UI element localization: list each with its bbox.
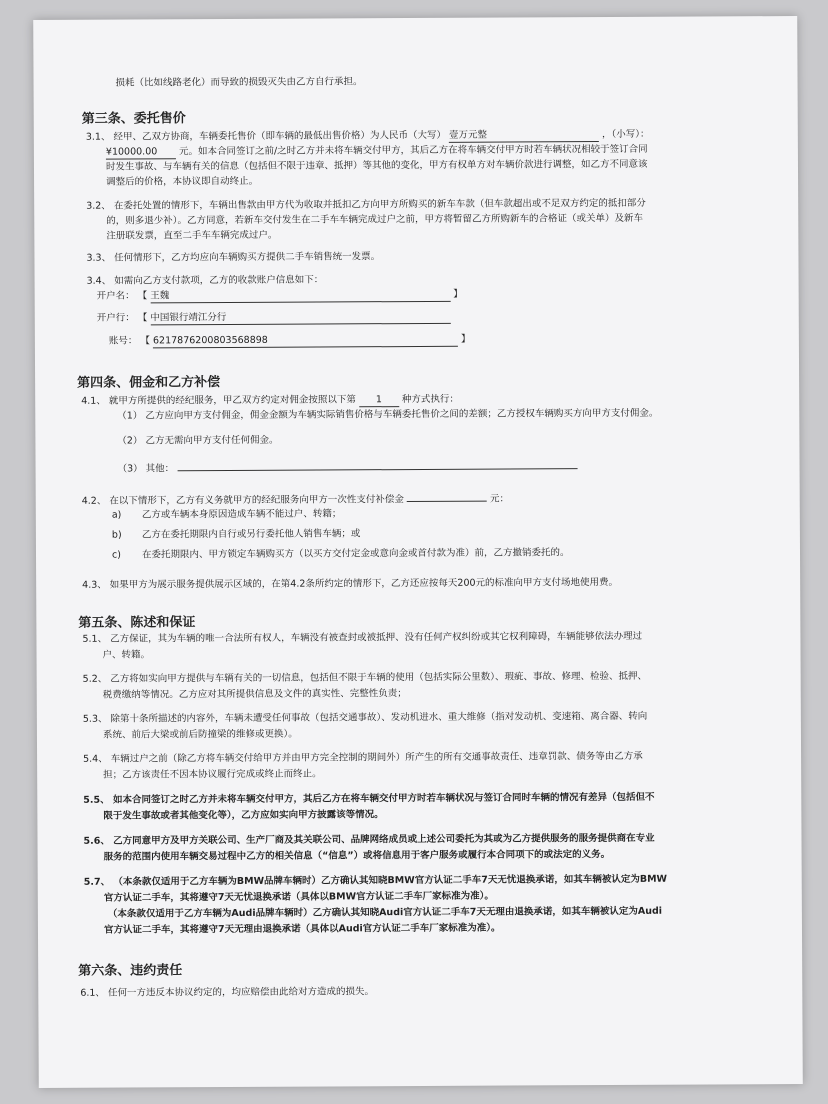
- commission-option-2: （2） 乙方无需向甲方支付任何佣金。: [117, 434, 279, 447]
- clause-3-3: 3.3、 任何情形下，乙方均应向车辆购买方提供二手车销售统一发票。: [86, 251, 381, 264]
- clause-5-5-line-1: 5.5、 如本合同签订之时乙方并未将车辆交付甲方，其后乙方在将车辆交付甲方时若车辆状况与签订合同时车辆的情况有差异（包括但不: [83, 791, 655, 806]
- clause-3-1-line-4: 调整后的价格，本协议即自动终止。: [106, 175, 259, 188]
- clause-5-1-line-2: 户、转籍。: [102, 649, 151, 661]
- clause-5-7-line-4: 官方认证二手车，其将遵守7天无理由退换承诺（具体以Audi官方认证二手车厂家标准为准）。: [103, 922, 501, 936]
- clause-4-1: 4.1、 就甲方所提供的经纪服务，甲乙双方约定对佣金按照以下第 1 种方式执行：: [81, 393, 459, 407]
- clause-5-2-line-1: 5.2、 乙方将如实向甲方提供与车辆有关的一切信息，包括但不限于车辆的使用（包括实际公里数）、瑕疵、事故、修理、检验、抵押、: [82, 670, 648, 685]
- continuation-line: 损耗（比如线路老化）而导致的损毁灭失由乙方自行承担。: [115, 76, 363, 89]
- clause-4-2: 4.2、 在以下情形下，乙方有义务就甲方的经纪服务向甲方一次性支付补偿金 元：: [82, 491, 509, 508]
- account-name-row: 开户名： 【 王魏 】: [96, 288, 463, 302]
- document-page: [33, 16, 803, 1088]
- clause-5-7-line-2: 官方认证二手车，其将遵守7天无忧退换承诺（具体以BMW官方认证二手车厂家标准为准）。: [103, 890, 494, 904]
- clause-3-1-line-2: ¥10000.00 元。如本合同签订之前/之时乙方并未将车辆交付甲方，其后乙方在将车辆交付甲方时若车辆状况相较于签订合同: [105, 143, 648, 158]
- clause-5-2-line-2: 税费缴纳等情况。乙方应对其所提供信息及文件的真实性、完整性负责；: [102, 688, 407, 701]
- clause-5-1-line-1: 5.1、 乙方保证，其为车辆的唯一合法所有权人，车辆没有被查封或被抵押、没有任何产权纠纷或其它权利障碍，车辆能够依法办理过: [82, 630, 643, 645]
- clause-4-3: 4.3、 如果甲方为展示服务提供展示区域的，在第4.2条所约定的情形下，乙方还应按每天200元的标准向甲方支付场地使用费。: [82, 576, 619, 591]
- clause-6-1: 6.1、 任何一方违反本协议约定的，均应赔偿由此给对方造成的损失。: [80, 986, 374, 999]
- account-number-row: 账号： 【 6217876200803568898 】: [108, 333, 471, 347]
- clause-3-1-line-3: 时发生事故、与车辆有关的信息（包括但不限于违章、抵押）等其他的变化，甲方有权单方对车辆价款进行调整，如乙方不同意该: [105, 158, 648, 173]
- clause-5-3-line-1: 5.3、 除第十条所描述的内容外，车辆未遭受任何事故（包括交通事故）、发动机进水、重大维修（指对发动机、变速箱、离合器、转向: [82, 710, 648, 725]
- clause-5-7-line-3: （本条款仅适用于乙方车辆为Audi品牌车辆时）乙方确认其知晓Audi官方认证二手车7天无理由退换承诺，如其车辆被认定为Audi: [107, 905, 663, 920]
- section-5-title: 第五条、陈述和保证: [78, 615, 196, 631]
- commission-option-1: （1） 乙方应向甲方支付佣金，佣金金额为车辆实际销售价格与车辆委托售价之间的差额；乙方授权车辆购买方向甲方支付佣金。: [117, 407, 659, 422]
- section-6-title: 第六条、违约责任: [78, 963, 183, 979]
- clause-3-1-line-1: 3.1、 经甲、乙双方协商，车辆委托售价（即车辆的最低出售价格）为人民币（大写） 壹万元整 ，（小写）：: [85, 128, 650, 143]
- other-option-field: [177, 458, 577, 471]
- clause-3-2-line-1: 3.2、 在委托处置的情形下，车辆出售款由甲方代为收取并抵扣乙方向甲方所购买的新车车款（但车款超出或不足双方约定的抵扣部分: [86, 197, 646, 212]
- section-3-title: 第三条、委托售价: [81, 111, 186, 127]
- clause-3-2-line-3: 注册联发票，直至二手车车辆完成过户。: [106, 229, 278, 242]
- clause-5-4-line-1: 5.4、 车辆过户之前（除乙方将车辆交付给甲方并由甲方完全控制的期间外）所产生的所有交通事故责任、违章罚款、债务等由乙方承: [83, 750, 643, 765]
- account-name-field: 王魏: [150, 289, 450, 304]
- compensation-amount-field: [407, 491, 487, 502]
- clause-3-2-line-2: 的，则多退少补）。乙方同意，若新车交付发生在二手车车辆完成过户之前，甲方将暂留乙方所购新车的合格证（或关单）及新车: [106, 212, 644, 227]
- commission-option-3: （3） 其他：: [118, 458, 578, 475]
- section-4-title: 第四条、佣金和乙方补偿: [77, 375, 221, 391]
- clause-3-4: 3.4、 如需向乙方支付款项，乙方的收款账户信息如下：: [86, 274, 324, 287]
- account-number-field: 6217876200803568898: [153, 334, 458, 349]
- clause-5-6-line-2: 服务的范围内使用车辆交易过程中乙方的相关信息（“信息”）或将信息用于客户服务或履行本合同项下的或法定的义务。: [103, 848, 611, 863]
- item-b: b) 乙方在委托期限内自行或另行委托他人销售车辆；或: [111, 528, 361, 541]
- clause-5-4-line-2: 担；乙方该责任不因本协议履行完成或终止而终止。: [103, 768, 322, 781]
- commission-option-field: 1: [359, 394, 399, 407]
- item-c: c) 在委托期限内、甲方锁定车辆购买方（以买方交付定金或意向金或首付款为准）前，乙方撤销委托的。: [111, 547, 570, 561]
- price-in-figures-field: ¥10000.00: [106, 146, 176, 159]
- clause-5-7-line-1: 5.7、 （本条款仅适用于乙方车辆为BMW品牌车辆时）乙方确认其知晓BMW官方认证二手车7天无忧退换承诺，如其车辆被认定为BMW: [83, 873, 668, 888]
- price-in-words-field: 壹万元整: [449, 129, 599, 143]
- item-a: a) 乙方或车辆本身原因造成车辆不能过户、转籍；: [111, 508, 342, 521]
- bank-row: 开户行： 【 中国银行靖江分行: [97, 311, 451, 326]
- clause-5-6-line-1: 5.6、 乙方同意甲方及甲方关联公司、生产厂商及其关联公司、品牌网络成员或上述公司委托为其或为乙方提供服务的服务提供商在专业: [83, 832, 655, 847]
- clause-5-5-line-2: 限于发生事故或者其他变化等），乙方应如实向甲方披露该等情况。: [103, 809, 384, 822]
- bank-field: 中国银行靖江分行: [150, 311, 450, 326]
- clause-5-3-line-2: 系统、前后大梁或前后防撞梁的维修或更换）。: [102, 728, 298, 741]
